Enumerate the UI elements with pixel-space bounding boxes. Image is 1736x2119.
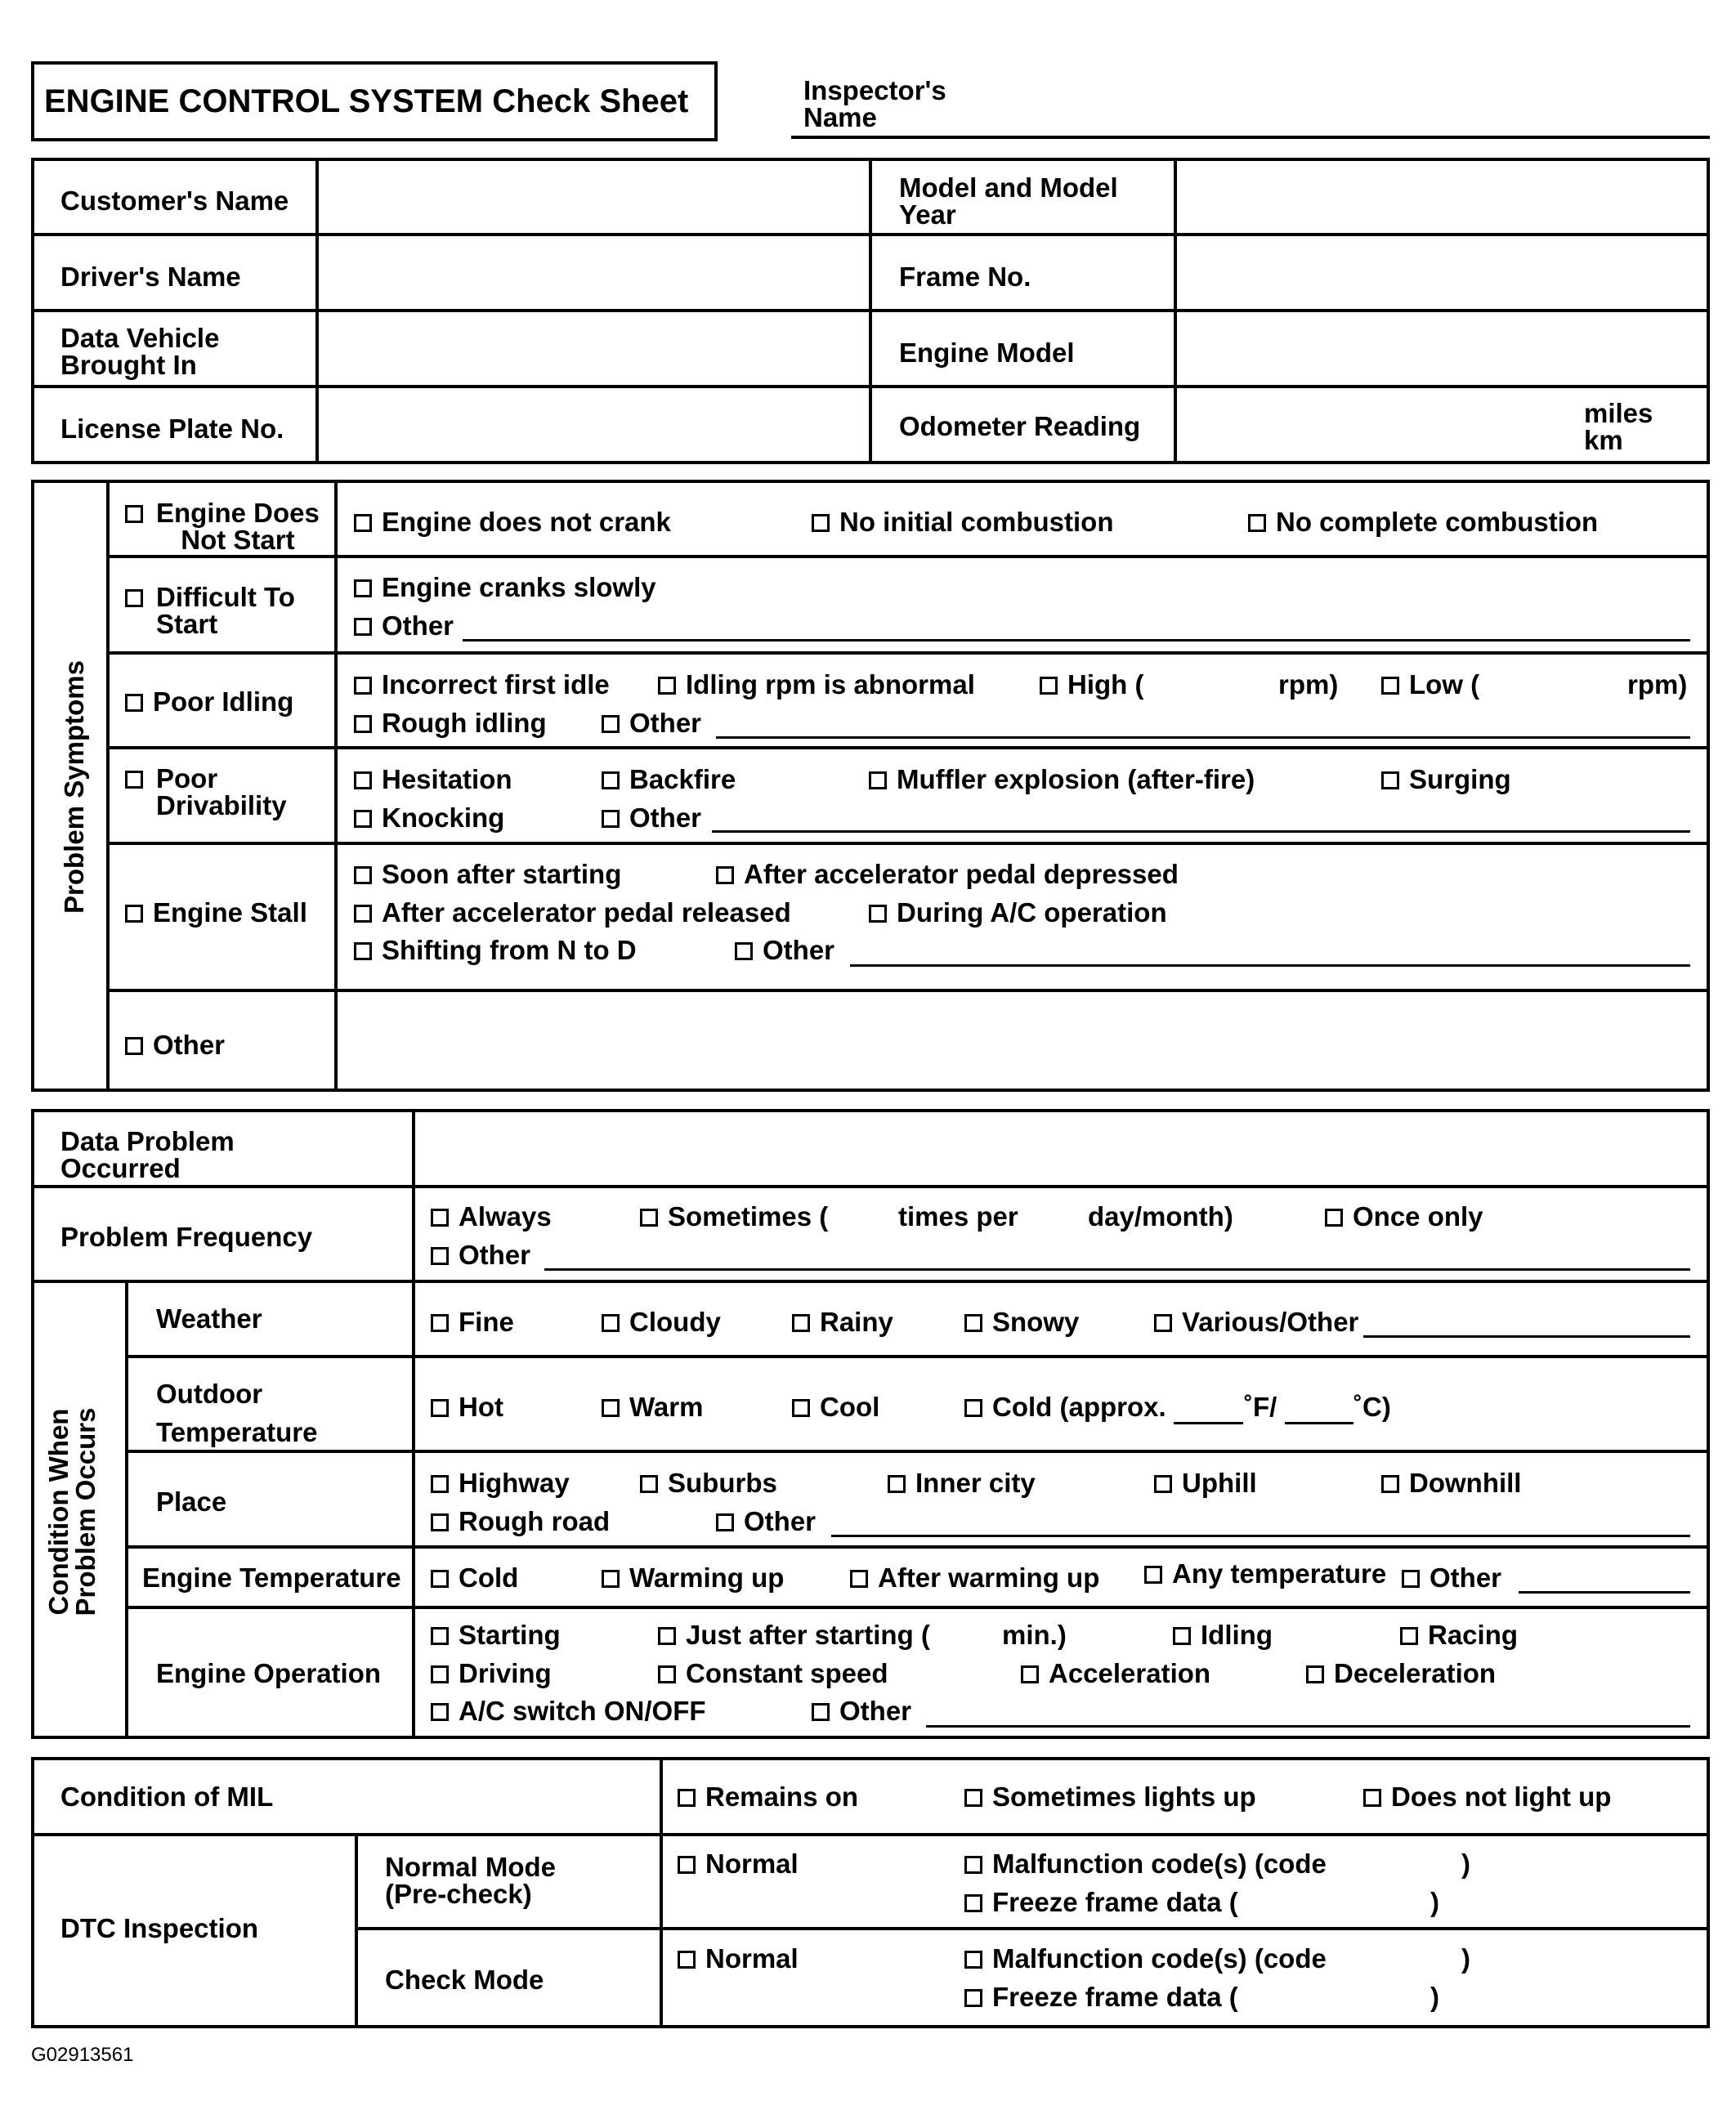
checkbox-icon [1363,1789,1381,1807]
check-mode-label: Check Mode [385,1965,544,1995]
hot-label: Hot [459,1392,503,1422]
checkbox-icon [354,771,372,789]
checkbox-icon [1144,1566,1162,1584]
remains-on-checkbox[interactable] [678,1783,858,1810]
racing-checkbox[interactable] [1400,1621,1518,1648]
checkbox-icon [658,1627,676,1645]
checkbox-icon [964,1989,982,2007]
engine-temperature-label: Engine Temperature [142,1562,401,1593]
checkbox-icon [812,514,830,532]
normal-mode-freeze-checkbox[interactable] [964,1889,1238,1916]
cool-label: Cool [820,1392,880,1422]
incorrect-first-idle-checkbox[interactable] [354,671,610,698]
checkbox-icon [792,1314,810,1332]
drivers-name-field[interactable] [320,238,866,306]
cranks-slowly-checkbox[interactable] [354,574,656,601]
inner-city-checkbox[interactable] [888,1469,1036,1496]
during-ac-label: During A/C operation [897,897,1167,928]
warm-checkbox[interactable] [602,1393,703,1420]
normal-mode-normal-checkbox[interactable] [678,1850,799,1877]
shifting-n-to-d-label: Shifting from N to D [382,935,637,965]
difficult-other-line[interactable] [463,639,1690,642]
place-label: Place [156,1486,227,1517]
min-label: min.) [1002,1620,1067,1650]
checkbox-icon [792,1399,810,1417]
does-not-light-label: Does not light up [1391,1781,1612,1812]
starting-label: Starting [459,1620,561,1650]
dtc-inspection-label: DTC Inspection [60,1913,259,1943]
various-other-checkbox[interactable] [1154,1308,1358,1335]
checkbox-icon [125,905,143,923]
odometer-label: Odometer Reading [899,411,1141,441]
after-pedal-depressed-checkbox[interactable] [716,861,1179,887]
checkbox-icon [354,677,372,695]
incorrect-first-idle-label: Incorrect first idle [382,669,610,700]
checkbox-icon [602,1314,620,1332]
data-vehicle-field[interactable] [320,314,866,382]
normal-mode-label: Normal Mode (Pre-check) [385,1852,557,1909]
checkbox-icon [431,1475,449,1493]
cold-approx-label: Cold (approx. [992,1392,1166,1422]
model-year-label: Model and Model Year [899,172,1118,230]
fine-checkbox[interactable] [431,1308,514,1335]
frequency-other-label: Other [459,1240,531,1270]
engine-model-field[interactable] [1179,314,1707,382]
checkbox-icon [1400,1627,1418,1645]
warm-label: Warm [629,1392,704,1422]
after-pedal-released-checkbox[interactable] [354,899,791,926]
normal-mode-freeze-close: ) [1430,1887,1439,1917]
cold-label: Cold [459,1562,519,1593]
checkbox-icon [964,1894,982,1912]
driving-checkbox[interactable] [431,1660,552,1687]
checkbox-icon [354,618,372,636]
normal-mode-freeze-label: Freeze frame data ( [992,1887,1238,1917]
backfire-checkbox[interactable] [602,766,736,793]
difficult-other-label: Other [382,610,454,641]
rainy-label: Rainy [820,1307,893,1337]
stall-other-label: Other [763,935,835,965]
idle-low-rpm-label: rpm) [1627,669,1688,700]
checkbox-icon [1381,677,1399,695]
just-after-starting-label: Just after starting ( [686,1620,930,1650]
checkbox-icon [640,1209,658,1227]
shifting-n-to-d-checkbox[interactable] [354,937,637,963]
checkbox-icon [602,715,620,733]
checkbox-icon [888,1475,906,1493]
during-ac-checkbox[interactable] [869,899,1167,926]
checkbox-icon [1154,1475,1172,1493]
engine-temp-other-label: Other [1430,1562,1502,1593]
problem-symptoms-section-label: Problem Symptoms [59,660,89,914]
poor-drivability-label: Poor Drivability [156,763,287,820]
check-mode-freeze-close: ) [1430,1982,1439,2012]
no-complete-combustion-label: No complete combustion [1276,507,1599,537]
always-label: Always [459,1201,552,1232]
cold-approx-checkbox[interactable] [964,1393,1166,1420]
knocking-label: Knocking [382,802,505,833]
customers-name-field[interactable] [320,163,866,231]
page-title: ENGINE CONTROL SYSTEM Check Sheet [44,83,689,119]
outdoor-temperature-label: Outdoor Temperature [156,1379,318,1447]
checkbox-icon [964,1314,982,1332]
data-problem-label: Data Problem Occurred [60,1126,235,1183]
place-other-label: Other [744,1506,817,1536]
poor-drivability-checkbox[interactable] [125,765,153,792]
condition-section-label: Condition When Problem Occurs [43,1407,101,1616]
odometer-field[interactable] [1179,390,1571,461]
checkbox-icon [678,1951,696,1969]
remains-on-label: Remains on [705,1781,859,1812]
check-mode-normal-label: Normal [705,1943,799,1974]
data-vehicle-label: Data Vehicle Brought In [60,323,220,380]
checkbox-icon [812,1703,830,1721]
after-warming-label: After warming up [878,1562,1100,1593]
knocking-checkbox[interactable] [354,804,504,831]
snowy-label: Snowy [992,1307,1080,1337]
inspector-name-label: Inspector's Name [803,75,946,132]
no-initial-combustion-label: No initial combustion [839,507,1114,537]
highway-checkbox[interactable] [431,1469,570,1496]
checkbox-icon [125,589,143,607]
checkbox-icon [125,694,143,712]
place-other-checkbox[interactable] [716,1508,816,1535]
sometimes-label: Sometimes ( [668,1201,829,1232]
engine-temp-other-line[interactable] [1519,1591,1690,1594]
checkbox-icon [716,1513,734,1531]
inspector-name-line[interactable] [791,136,1710,139]
difficult-to-start-label: Difficult To Start [156,582,295,639]
soon-after-starting-checkbox[interactable] [354,861,621,887]
idling-other-label: Other [629,708,702,738]
condition-of-mil-label: Condition of MIL [60,1781,274,1812]
checkbox-icon [354,866,372,884]
checkbox-icon [869,771,887,789]
checkbox-icon [354,905,372,923]
drivability-other-label: Other [629,802,702,833]
constant-speed-label: Constant speed [686,1658,888,1688]
normal-mode-malfunction-label: Malfunction code(s) (code [992,1849,1327,1879]
drivers-name-label: Driver's Name [60,262,241,292]
acceleration-label: Acceleration [1049,1658,1211,1688]
once-only-label: Once only [1353,1201,1483,1232]
idling-abnormal-checkbox[interactable] [658,671,975,698]
after-pedal-depressed-label: After accelerator pedal depressed [744,859,1179,889]
checkbox-icon [431,1247,449,1265]
place-other-line[interactable] [831,1535,1690,1537]
rough-idling-checkbox[interactable] [354,709,547,736]
checkbox-icon [602,1570,620,1588]
deceleration-label: Deceleration [1334,1658,1497,1688]
driving-label: Driving [459,1658,552,1688]
idling-other-line[interactable] [716,736,1690,739]
starting-checkbox[interactable] [431,1621,561,1648]
operation-other-checkbox[interactable] [812,1697,911,1724]
license-plate-label: License Plate No. [60,414,284,444]
muffler-explosion-label: Muffler explosion (after-fire) [897,764,1255,794]
checkbox-icon [850,1570,868,1588]
checkbox-icon [354,579,372,597]
warming-up-checkbox[interactable] [602,1564,784,1591]
drivability-other-line[interactable] [712,830,1690,833]
stall-other-line[interactable] [850,964,1690,967]
highway-label: Highway [459,1468,570,1498]
cloudy-label: Cloudy [629,1307,721,1337]
idling-other-checkbox[interactable] [602,709,701,736]
always-checkbox[interactable] [431,1203,552,1230]
checkbox-icon [431,1399,449,1417]
sometimes-checkbox[interactable] [640,1203,828,1230]
check-mode-malfunction-close: ) [1461,1943,1470,1974]
no-initial-combustion-checkbox[interactable] [812,508,1114,535]
just-after-starting-checkbox[interactable] [658,1621,930,1648]
idle-high-rpm-label: rpm) [1278,669,1339,700]
data-problem-field[interactable] [417,1114,1707,1182]
weather-label: Weather [156,1303,262,1334]
frequency-other-line[interactable] [544,1268,1690,1271]
idle-high-checkbox[interactable] [1040,671,1143,698]
operation-other-label: Other [839,1696,912,1726]
checkbox-icon [678,1856,696,1874]
various-other-label: Various/Other [1182,1307,1359,1337]
checkbox-icon [964,1399,982,1417]
checkbox-icon [869,905,887,923]
checkbox-icon [735,942,753,960]
any-temperature-label: Any temperature [1172,1558,1387,1589]
hesitation-label: Hesitation [382,764,512,794]
normal-mode-malfunction-checkbox[interactable] [964,1850,1327,1877]
cool-checkbox[interactable] [792,1393,879,1420]
weather-other-line[interactable] [1363,1335,1690,1338]
check-mode-normal-checkbox[interactable] [678,1945,799,1972]
license-plate-field[interactable] [320,390,866,461]
checkbox-icon [431,1314,449,1332]
frequency-other-checkbox[interactable] [431,1241,530,1268]
cloudy-checkbox[interactable] [602,1308,721,1335]
customers-name-label: Customer's Name [60,186,289,216]
engine-operation-label: Engine Operation [156,1658,382,1688]
checkbox-icon [964,1856,982,1874]
checkbox-icon [431,1627,449,1645]
checkbox-icon [354,514,372,532]
constant-speed-checkbox[interactable] [658,1660,888,1687]
temp-c-line[interactable] [1285,1422,1353,1424]
checkbox-icon [431,1665,449,1683]
idling-label: Idling [1201,1620,1273,1650]
checkbox-icon [354,810,372,828]
hot-checkbox[interactable] [431,1393,503,1420]
model-year-field[interactable] [1179,163,1707,231]
once-only-checkbox[interactable] [1325,1203,1483,1230]
checkbox-icon [431,1513,449,1531]
checkbox-icon [678,1789,696,1807]
frame-no-label: Frame No. [899,262,1031,292]
symptom-other-checkbox[interactable] [125,1031,225,1058]
checkbox-icon [964,1951,982,1969]
checkbox-icon [602,771,620,789]
problem-frequency-label: Problem Frequency [60,1222,313,1252]
any-temperature-checkbox[interactable] [1144,1560,1386,1587]
deceleration-checkbox[interactable] [1306,1660,1496,1687]
ac-switch-label: A/C switch ON/OFF [459,1696,706,1726]
downhill-label: Downhill [1409,1468,1522,1498]
normal-mode-malfunction-close: ) [1461,1849,1470,1879]
check-mode-freeze-checkbox[interactable] [964,1983,1238,2010]
downhill-checkbox[interactable] [1381,1469,1521,1496]
sometimes-lights-checkbox[interactable] [964,1783,1256,1810]
figure-code: G02913561 [31,2044,134,2066]
checkbox-icon [354,715,372,733]
warming-up-label: Warming up [629,1562,785,1593]
does-not-light-checkbox[interactable] [1363,1783,1611,1810]
checkbox-icon [658,1665,676,1683]
racing-label: Racing [1428,1620,1519,1650]
checkbox-icon [964,1789,982,1807]
acceleration-checkbox[interactable] [1021,1660,1210,1687]
checkbox-icon [354,942,372,960]
normal-mode-normal-label: Normal [705,1849,799,1879]
checkbox-icon [602,810,620,828]
symptom-other-label: Other [153,1030,226,1060]
checkbox-icon [1325,1209,1343,1227]
checkbox-icon [1381,771,1399,789]
check-mode-malfunction-label: Malfunction code(s) (code [992,1943,1327,1974]
temp-f-line[interactable] [1174,1422,1243,1424]
odometer-units: miles km [1584,398,1653,455]
engine-temp-other-checkbox[interactable] [1402,1564,1501,1591]
engine-model-label: Engine Model [899,338,1075,368]
suburbs-label: Suburbs [668,1468,777,1498]
check-mode-malfunction-checkbox[interactable] [964,1945,1327,1972]
after-warming-checkbox[interactable] [850,1564,1099,1591]
checkbox-icon [125,1037,143,1055]
surging-checkbox[interactable] [1381,766,1511,793]
deg-f-label: ˚F/ [1244,1392,1277,1422]
operation-other-line[interactable] [926,1725,1690,1728]
sometimes-lights-label: Sometimes lights up [992,1781,1256,1812]
after-pedal-released-label: After accelerator pedal released [382,897,791,928]
checkbox-icon [658,677,676,695]
difficult-other-checkbox[interactable] [354,612,454,639]
engine-stall-checkbox[interactable] [125,899,307,926]
frame-no-field[interactable] [1179,238,1707,306]
poor-idling-checkbox[interactable] [125,688,293,715]
idle-low-label: Low ( [1409,669,1480,700]
checkbox-icon [1173,1627,1191,1645]
does-not-crank-label: Engine does not crank [382,507,671,537]
engine-stall-label: Engine Stall [153,897,307,928]
checkbox-icon [431,1209,449,1227]
checkbox-icon [125,505,143,523]
rainy-checkbox[interactable] [792,1308,893,1335]
drivability-other-checkbox[interactable] [602,804,701,831]
check-mode-freeze-label: Freeze frame data ( [992,1982,1238,2012]
checkbox-icon [1381,1475,1399,1493]
poor-idling-label: Poor Idling [153,686,294,717]
difficult-to-start-checkbox[interactable] [125,583,153,610]
checkbox-icon [1402,1570,1420,1588]
no-complete-combustion-checkbox[interactable] [1248,508,1598,535]
idle-high-label: High ( [1067,669,1144,700]
checkbox-icon [716,866,734,884]
symptom-other-field[interactable] [339,994,1707,1089]
times-per-label: times per [898,1201,1018,1232]
snowy-checkbox[interactable] [964,1308,1079,1335]
checkbox-icon [640,1475,658,1493]
checkbox-icon [1154,1314,1172,1332]
surging-label: Surging [1409,764,1511,794]
muffler-explosion-checkbox[interactable] [869,766,1255,793]
deg-c-label: ˚C) [1353,1392,1391,1422]
checkbox-icon [1040,677,1058,695]
engine-does-not-start-label: Engine Does Not Start [156,498,320,555]
rough-road-checkbox[interactable] [431,1508,610,1535]
checkbox-icon [1021,1665,1039,1683]
fine-label: Fine [459,1307,514,1337]
does-not-crank-checkbox[interactable] [354,508,671,535]
idling-abnormal-label: Idling rpm is abnormal [686,669,975,700]
idling-checkbox[interactable] [1173,1621,1273,1648]
rough-idling-label: Rough idling [382,708,547,738]
rough-road-label: Rough road [459,1506,611,1536]
checkbox-icon [431,1703,449,1721]
day-month-label: day/month) [1088,1201,1233,1232]
uphill-checkbox[interactable] [1154,1469,1257,1496]
cranks-slowly-label: Engine cranks slowly [382,572,656,602]
cold-checkbox[interactable] [431,1564,518,1591]
idle-low-checkbox[interactable] [1381,671,1479,698]
stall-other-checkbox[interactable] [735,937,834,963]
hesitation-checkbox[interactable] [354,766,512,793]
checkbox-icon [1306,1665,1324,1683]
backfire-label: Backfire [629,764,736,794]
inner-city-label: Inner city [915,1468,1036,1498]
checkbox-icon [602,1399,620,1417]
ac-switch-checkbox[interactable] [431,1697,706,1724]
checkbox-icon [1248,514,1266,532]
soon-after-starting-label: Soon after starting [382,859,622,889]
checkbox-icon [431,1570,449,1588]
suburbs-checkbox[interactable] [640,1469,777,1496]
engine-does-not-start-checkbox[interactable] [125,499,153,526]
uphill-label: Uphill [1182,1468,1257,1498]
checkbox-icon [125,771,143,789]
